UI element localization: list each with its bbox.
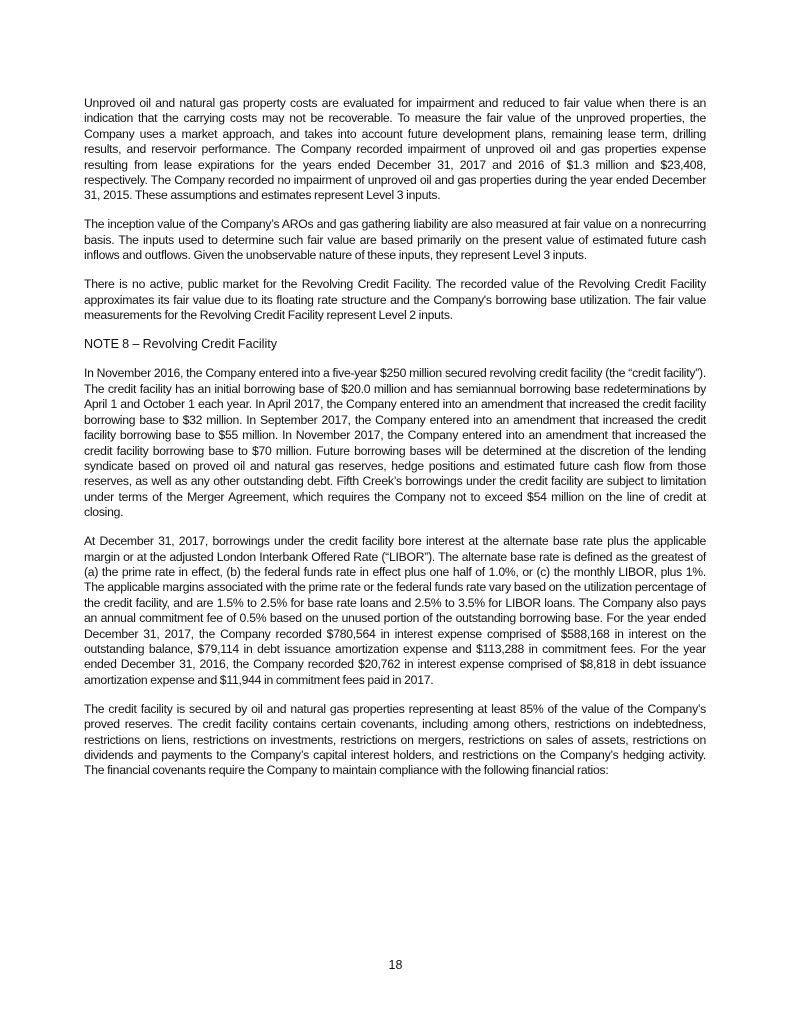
paragraph-credit-facility-interest: At December 31, 2017, borrowings under the credit facility bore interest at the alternate base rate plus the applicable margin or at the adjusted London Interbank Offered Rate (“LIBOR”). The alternate base rate is defined as the greatest of (a) the prime rate in effect, (b) the federal funds rate in effect plus one half of 1.0%, or (c) the monthly LIBOR, plus 1%. The applicable margins associated with the prime rate or the federal funds rate vary based on the utilization percentage of the credit facility, and are 1.5% to 2.5% for base rate loans and 2.5% to 3.5% for LIBOR loans. The Company also pays an annual commitment fee of 0.5% based on the unused portion of the outstanding borrowing base. For the year ended December 31, 2017, the Company recorded $780,564 in interest expense comprised of $588,168 in interest on the outstanding balance, $79,114 in debt issuance amortization expense and $113,288 in commitment fees. For the year ended December 31, 2016, the Company recorded $20,762 in interest expense comprised of $8,818 in debt issuance amortization expense and $11,944 in commitment fees paid in 2017. — [84, 534, 706, 687]
paragraph-credit-facility-covenants: The credit facility is secured by oil and natural gas properties representing at least 85% of the value of the Company’s proved reserves. The credit facility contains certain covenants, including among others, restrictions on indebtedness, restrictions on liens, restrictions on investments, restrictions on mergers, restrictions on sales of assets, restrictions on dividends and payments to the Company’s capital interest holders, and restrictions on the Company’s hedging activity. The financial covenants require the Company to maintain compliance with the following financial ratios: — [84, 701, 706, 778]
page-number: 18 — [388, 958, 403, 972]
document-body — [84, 96, 706, 792]
note-8-heading: NOTE 8 – Revolving Credit Facility — [84, 337, 278, 352]
paragraph-aro-fair-value: The inception value of the Company’s AROs and gas gathering liability are also measured at fair value on a nonrecurring basis. The inputs used to determine such fair value are based primarily on the present value of estimated future cash inflows and outflows. Given the unobservable nature of these inputs, they represent Level 3 inputs. — [84, 217, 706, 263]
paragraph-revolving-credit-fair-value: There is no active, public market for the Revolving Credit Facility. The recorded value of the Revolving Credit Facility approximates its fair value due to its floating rate structure and the Company's borrowing base utilization. The fair value measurements for the Revolving Credit Facility represent Level 2 inputs. — [84, 277, 706, 323]
paragraph-unproved-properties: Unproved oil and natural gas property costs are evaluated for impairment and reduced to fair value when there is an indication that the carrying costs may not be recoverable. To measure the fair value of the unproved properties, the Company uses a market approach, and takes into account future development plans, remaining lease term, drilling results, and reservoir performance. The Company recorded impairment of unproved oil and gas properties expense resulting from lease expirations for the years ended December 31, 2017 and 2016 of $1.3 million and $23,408, respectively. The Company recorded no impairment of unproved oil and gas properties during the year ended December 31, 2015. These assumptions and estimates represent Level 3 inputs. — [84, 96, 706, 203]
paragraph-credit-facility-terms: In November 2016, the Company entered into a five-year $250 million secured revolving credit facility (the “credit facility”). The credit facility has an initial borrowing base of $20.0 million and has semiannual borrowing base redeterminations by April 1 and October 1 each year. In April 2017, the Company entered into an amendment that increased the credit facility borrowing base to $32 million. In September 2017, the Company entered into an amendment that increased the credit facility borrowing base to $55 million. In November 2017, the Company entered into an amendment that increased the credit facility borrowing base to $70 million. Future borrowing bases will be determined at the discretion of the lending syndicate based on proved oil and natural gas reserves, hedge positions and estimated future cash flow from those reserves, as well as any other outstanding debt. Fifth Creek’s borrowings under the credit facility are subject to limitation under terms of the Merger Agreement, which requires the Company not to exceed $54 million on the line of credit at closing. — [84, 366, 706, 520]
